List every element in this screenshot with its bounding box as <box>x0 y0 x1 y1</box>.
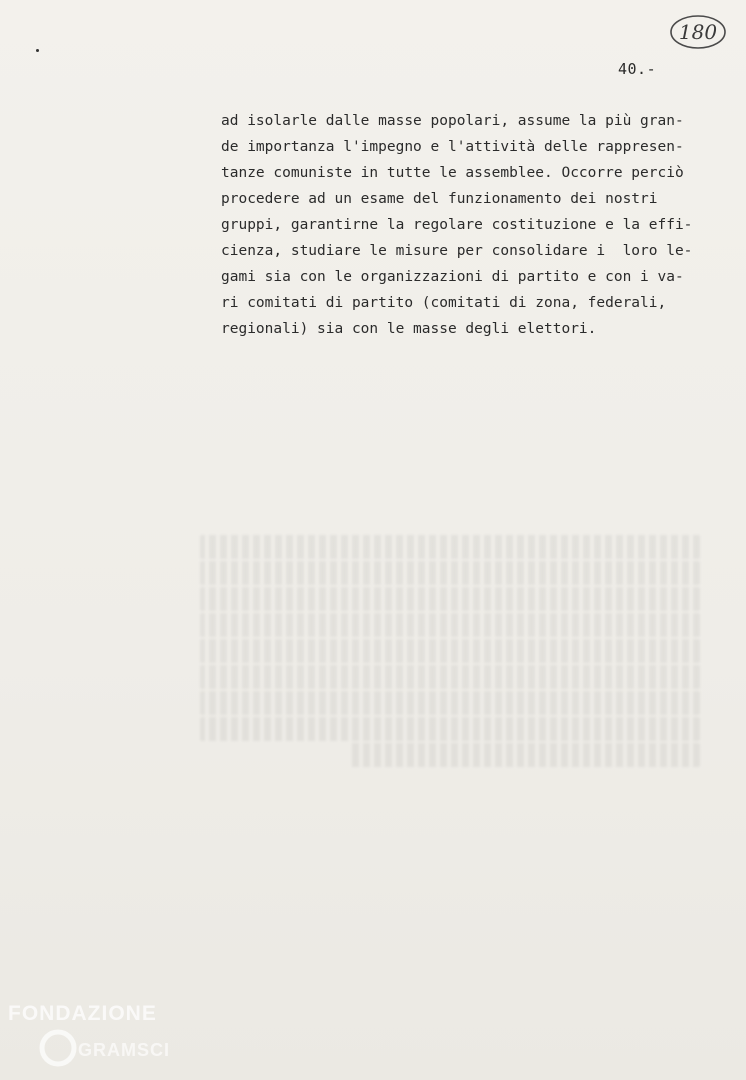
text-line: ad isolarle dalle masse popolari, assume la più gran- <box>221 113 684 129</box>
watermark-line-1: FONDAZIONE <box>8 1002 157 1025</box>
archive-stamp <box>668 12 728 52</box>
foundation-logo-icon <box>4 996 194 1076</box>
margin-dot <box>36 49 39 52</box>
watermark-line-2: GRAMSCI <box>78 1040 170 1060</box>
text-line: gami sia con le organizzazioni di partito e con i va- <box>221 269 684 285</box>
text-line: gruppi, garantirne la regolare costituzione e la effi- <box>221 217 693 233</box>
foundation-watermark <box>4 996 194 1076</box>
stamp-number: 180 <box>678 20 718 44</box>
archive-stamp-icon <box>668 12 728 52</box>
page-number: 40.- <box>618 60 657 78</box>
text-line: tanze comuniste in tutte le assemblee. Occorre perciò <box>221 165 684 181</box>
text-line: regionali) sia con le masse degli elettori. <box>221 321 597 337</box>
text-line: ri comitati di partito (comitati di zona, federali, <box>221 295 667 311</box>
text-line: cienza, studiare le misure per consolidare i loro le- <box>221 243 693 259</box>
body-paragraph <box>221 108 701 342</box>
text-line: de importanza l'impegno e l'attività delle rappresen- <box>221 139 684 155</box>
bleed-through-text <box>200 535 700 795</box>
text-line: procedere ad un esame del funzionamento dei nostri <box>221 191 658 207</box>
